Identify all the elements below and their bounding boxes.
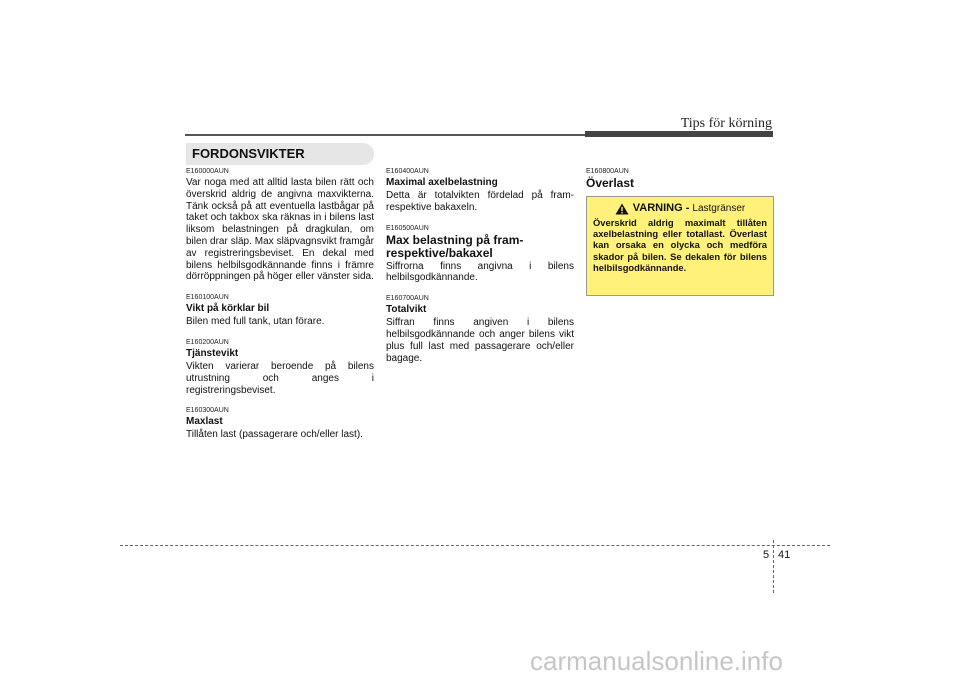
chapter-title: Tips för körning [680,116,772,131]
subheading: Maximal axelbelastning [386,177,498,188]
subheading: Tjänstevikt [186,347,239,359]
paragraph: Bilen med full tank, utan förare. [186,316,325,328]
paragraph: Var noga med att alltid lasta bilen rätt och överskrid aldrig de angivna maxvikterna. Tänk också på att eventuella lastbågar på taket och takbox ska räknas in i bilens last liksom belastningen på dragkulan, om bilen drar släp. Max släpvagnsvikt framgår av registreringsbeviset. En dekal med bilens helbilsgodkännande finns i främre dörröppningen på höger eller vänster sida. [186,177,374,283]
section-title: FORDONSVIKTER [186,143,374,165]
subheading: Totalvikt [386,304,427,316]
ref-code: E160400AUN [386,168,429,175]
paragraph: Vikten varierar beroende på bilens utrustning och anges i registreringsbeviset. [186,360,374,396]
paragraph: Detta är totalvikten fördelad på fram- respektive bakaxeln. [386,190,574,213]
warning-box [586,196,774,296]
subheading: Maxlast [186,416,223,428]
footer-divider [773,540,774,593]
footer-rule [120,545,830,546]
section-number: 5 [763,549,770,561]
warning-subject: Lastgränser [692,203,746,215]
page-number: 41 [778,549,791,561]
column-3 [586,167,774,190]
subheading: Vikt på körklar bil [186,303,270,315]
warning-header [593,203,767,215]
paragraph: Siffran finns angiven i bilens helbilsgodkännande och anger bilens vikt plus full last med passagerare och/eller bagage. [386,317,574,364]
warning-triangle-icon [615,203,629,215]
subheading: Överlast [586,176,635,190]
ref-code: E160300AUN [186,407,229,415]
ref-code: E160500AUN [386,224,429,232]
paragraph: Tillåten last (passagerare och/eller last). [186,429,363,441]
subheading: Max belastning på fram- respektive/bakaxel [386,232,524,260]
ref-code: E160100AUN [186,294,229,302]
ref-code: E160000AUN [186,168,229,175]
column-1 [186,167,374,441]
column-2 [386,167,574,364]
warning-text: Överskrid aldrig maximalt tillåten axelbelastning eller totallast. Överlast kan orsaka en olycka och medföra skador på bilen. Se dekalen för bilens helbilsgodkännande. [593,217,767,273]
watermark: carmanualsonline.info [530,646,783,676]
header-rule-accent [585,131,773,137]
ref-code: E160700AUN [386,295,429,303]
ref-code: E160200AUN [186,338,229,346]
ref-code: E160800AUN [586,168,629,175]
paragraph: Siffrorna finns angivna i bilens helbilsgodkännande. [386,260,574,284]
warning-label: VARNING - [632,202,690,215]
